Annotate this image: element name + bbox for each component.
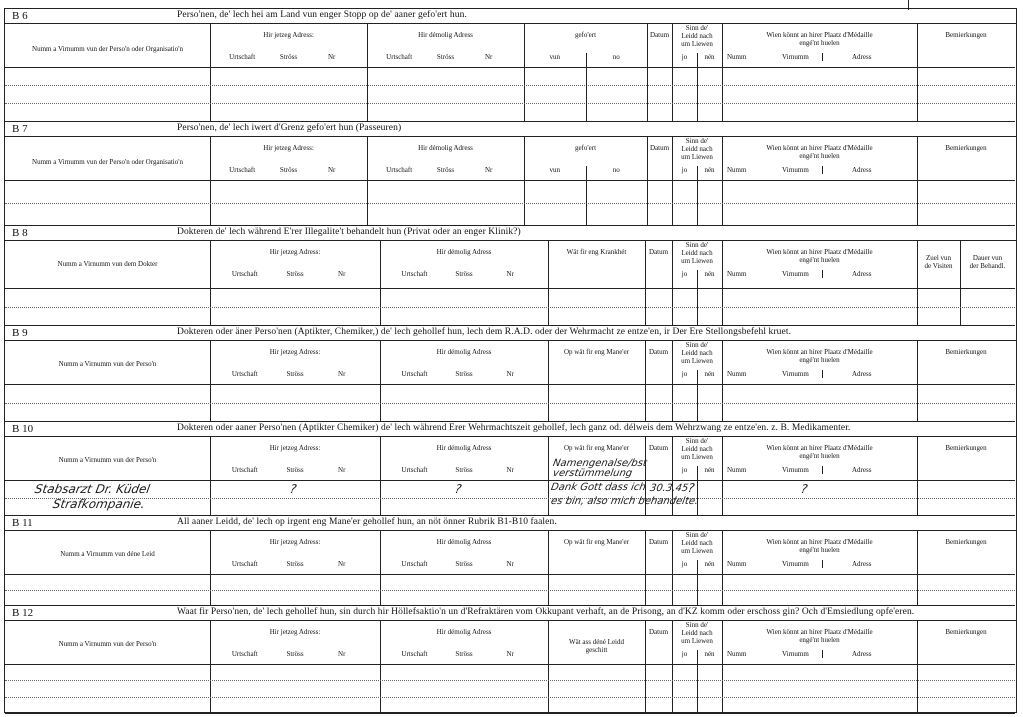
no-label: nén [704,650,715,658]
section-title: Dokteren oder aaner Perso'nen (Aptikter Chemiker) de' lech während Erer Wehrmachtszeit gehollef, lech ganz od. délweis dem Wehrzwang ze entze'en. z. B. Medikamenter. [177,423,851,433]
alive-label-3: um Liewen [681,547,713,555]
name-column-label: Numm a Virnumm vun déne Leid [60,550,155,558]
section-code: B 9 [12,327,28,339]
column-divider [586,53,587,121]
handwritten-date: 30.3.45 [649,483,690,494]
place-label: Urtschaft [386,166,413,174]
handwritten-name-line-2: Strafkompanie. [51,497,147,511]
alive-label-1: Sinn de' [685,241,709,249]
alive-label-3: um Liewen [681,257,713,265]
surname-label: Numm [727,560,747,568]
current-address-label: Hir jetzeg Adress: [269,444,321,452]
name-column-label: Numm a Virnumm vun der Perso'n [58,456,157,464]
former-address-label: Hir démolig Adress [436,538,492,546]
street-label: Ströss [286,270,304,278]
column-divider [822,370,823,378]
entry-area[interactable] [5,664,1015,713]
place-label: Urtschaft [401,270,428,278]
section-header [5,122,1016,137]
address-label: Adress [852,370,872,378]
section-code: B 12 [12,607,34,619]
address-label: Adress [852,270,872,278]
surname-label: Numm [727,650,747,658]
name-column-label: Numm a Virnumm vun dem Dokter [57,260,158,268]
surname-label: Numm [727,370,747,378]
place-label: Urtschaft [386,53,413,61]
firstname-label: Virnumm [782,650,809,658]
handwritten-name-line-1: Stabsarzt Dr. Küdel [33,482,152,496]
to-label: no [612,53,620,61]
section-header [5,606,1016,621]
column-divider [586,166,587,225]
alive-label-1: Sinn de' [685,24,709,32]
yes-label: jo [681,53,688,61]
address-label: Adress [852,650,872,658]
yes-label: jo [681,270,688,278]
manner-label: Op wät fir eng Mane'er [563,538,629,546]
duration-label-1: Dauer vun [972,254,1003,262]
alive-label-2: Leidd nach [681,32,713,40]
date-label: Datum [648,348,669,356]
street-label: Ströss [455,270,473,278]
yes-label: jo [681,370,688,378]
place-label: Urtschaft [401,370,428,378]
section-title: All aaner Leidd, de' lech op irgent eng Mane'er gehollef hun, an nöt önner Rubrik B1-B10 faalen. [177,517,557,527]
remarks-label: Bemierkungen [945,31,987,39]
surname-label: Numm [727,466,747,474]
street-label: Ströss [455,466,473,474]
section-title: Waat fir Perso'nen, de' lech gehollef hun, sin durch hir Höllefsaktio'n un d'Refraktären vom Okkupant verhaft, an de Prisong, an d'KZ komm oder erschoss gin? Och d'Emsiedlung opfe'eren. [177,607,915,617]
current-address-label: Hir jetzeg Adress: [269,248,321,256]
alive-label-3: um Liewen [681,153,713,161]
illness-label: Wät fir eng Krankhét [566,248,627,256]
handwritten-manner-2: verstümmelung [552,468,634,479]
column-divider [822,560,823,568]
what-happened-label-1: Wät ass déné Leidd [568,638,624,646]
form-page [4,8,1017,713]
alive-label-1: Sinn de' [685,621,709,629]
section-code: B 10 [12,423,34,435]
entry-area[interactable] [5,480,1015,515]
alive-label-3: um Liewen [681,453,713,461]
remarks-label: Bemierkungen [945,144,987,152]
alive-label-2: Leidd nach [681,539,713,547]
medal-label-2: engé'nt huelen [799,356,840,364]
medal-label-1: Wien könnt an hirer Plaatz d'Médaille [766,444,873,452]
place-label: Urtschaft [231,560,258,568]
street-label: Ströss [286,650,304,658]
section-b10 [5,422,1016,516]
surname-label: Numm [727,53,747,61]
number-label: Nr [506,270,514,278]
yes-label: jo [681,466,688,474]
section-title: Perso'nen, de' lech iwert d'Grenz gefo'ert hun (Passeuren) [177,123,402,133]
street-label: Ströss [279,166,298,174]
former-address-label: Hir démolig Adress [436,348,492,356]
alive-label-2: Leidd nach [681,445,713,453]
place-label: Urtschaft [229,53,256,61]
number-label: Nr [506,466,514,474]
medal-label-1: Wien könnt an hirer Plaatz d'Médaille [766,628,873,636]
no-label: nén [704,560,715,568]
no-label: nén [704,53,715,61]
address-label: Adress [852,466,872,474]
street-label: Ströss [436,166,455,174]
street-label: Ströss [455,650,473,658]
from-label: vun [549,53,560,61]
what-happened-label-2: geschitt [585,646,608,654]
number-label: Nr [506,370,514,378]
entry-area[interactable] [5,574,1015,605]
date-label: Datum [649,31,670,39]
column-divider [822,466,823,474]
name-column-label: Numm a Virnumm vun der Perso'n oder Organisatio'n [32,45,183,53]
yes-label: jo [681,560,688,568]
street-label: Ströss [455,560,473,568]
alive-label-3: um Liewen [681,40,713,48]
former-address-label: Hir démolig Adress [418,31,473,39]
firstname-label: Virnumm [782,166,809,174]
section-header [5,422,1016,437]
number-label: Nr [338,560,346,568]
transported-label: gefo'ert [574,144,597,152]
place-label: Urtschaft [229,166,256,174]
medal-label-1: Wien könnt an hirer Plaatz d'Médaille [766,348,873,356]
alive-label-1: Sinn de' [685,341,709,349]
former-address-label: Hir démolig Adress [418,144,473,152]
medal-label-2: engé'nt huelen [799,39,840,47]
current-address-label: Hir jetzeg Adress: [269,348,321,356]
column-divider [822,53,823,61]
from-label: vun [549,166,560,174]
no-label: nén [704,466,715,474]
entry-area[interactable] [5,67,1015,121]
name-column-label: Numm a Virnumm vun der Perso'n [58,640,157,648]
visits-label-1: Zuel vun [925,254,952,262]
section-b12 [5,606,1016,714]
place-label: Urtschaft [401,650,428,658]
alive-label-2: Leidd nach [681,145,713,153]
alive-label-1: Sinn de' [685,137,709,145]
current-address-label: Hir jetzeg Adress: [269,628,321,636]
place-label: Urtschaft [401,466,428,474]
street-label: Ströss [455,370,473,378]
number-label: Nr [484,53,493,61]
name-column-label: Numm a Virnumm vun der Perso'n [58,360,157,368]
street-label: Ströss [286,560,304,568]
firstname-label: Virnumm [782,270,809,278]
no-label: nén [704,166,715,174]
section-code: B 11 [12,517,33,529]
medal-label-1: Wien könnt an hirer Plaatz d'Médaille [766,248,873,256]
manner-label: Op wät fir eng Mane'er [563,348,629,356]
address-label: Adress [852,560,872,568]
medal-label-2: engé'nt huelen [799,256,840,264]
date-label: Datum [648,538,669,546]
no-label: nén [704,370,715,378]
number-label: Nr [327,166,336,174]
number-label: Nr [338,370,346,378]
alive-label-2: Leidd nach [681,249,713,257]
handwritten-question-2: ? [453,482,463,496]
alive-label-3: um Liewen [681,357,713,365]
section-b7 [5,122,1016,226]
street-label: Ströss [286,466,304,474]
address-label: Adress [852,166,872,174]
remarks-label: Bemierkungen [945,628,987,636]
number-label: Nr [338,650,346,658]
current-address-label: Hir jetzeg Adress: [269,538,321,546]
place-label: Urtschaft [401,560,428,568]
section-title: Dokteren oder äner Perso'nen (Aptikter, Chemiker,) de' lech gehollef hun, lech dem R.A.D. oder der Wehrmacht ze entze'en, ir Der Ere Stellongsbefehl kruet. [177,327,792,337]
number-label: Nr [338,270,346,278]
firstname-label: Virnumm [782,370,809,378]
street-label: Ströss [279,53,298,61]
firstname-label: Virnumm [782,560,809,568]
section-code: B 7 [12,123,28,135]
medal-label-2: engé'nt huelen [799,636,840,644]
section-title: Perso'nen, de' lech hei am Land vun enger Stopp op de' aaner gefo'ert hun. [177,10,467,20]
medal-label-1: Wien könnt an hirer Plaatz d'Médaille [766,538,873,546]
date-label: Datum [648,444,669,452]
handwritten-manner-3: Dank Gott dass ich [550,482,647,493]
alive-label-3: um Liewen [681,637,713,645]
remarks-label: Bemierkungen [945,538,987,546]
yes-label: jo [681,650,688,658]
place-label: Urtschaft [231,650,258,658]
section-b6 [5,9,1016,122]
name-column-label: Numm a Virnumm vun der Perso'n oder Organisatio'n [32,158,183,166]
handwritten-question-3: ? [686,481,696,495]
to-label: no [612,166,620,174]
number-label: Nr [484,166,493,174]
yes-label: jo [681,166,688,174]
column-divider [822,270,823,278]
alive-label-2: Leidd nach [681,629,713,637]
alive-label-2: Leidd nach [681,349,713,357]
manner-label: Op wät fir eng Mane'er [563,444,629,452]
remarks-label: Bemierkungen [945,444,987,452]
medal-label-2: engé'nt huelen [799,452,840,460]
medal-label-2: engé'nt huelen [799,546,840,554]
firstname-label: Virnumm [782,466,809,474]
current-address-label: Hir jetzeg Adress: [263,144,314,152]
entry-area[interactable] [5,180,1015,225]
street-label: Ströss [436,53,455,61]
section-header [5,326,1016,341]
section-code: B 6 [12,10,28,22]
handwritten-question-4: ? [799,482,809,496]
duration-label-2: der Behandl. [969,262,1006,270]
section-title: Dokteren de' lech während E'rer Illegalite't behandelt hun (Privat oder an enger Klinik?) [177,227,521,237]
section-b8 [5,226,1016,326]
number-label: Nr [506,650,514,658]
section-header [5,226,1016,241]
alive-label-1: Sinn de' [685,531,709,539]
entry-area[interactable] [5,384,1015,421]
entry-area[interactable] [5,288,1015,325]
former-address-label: Hir démolig Adress [436,628,492,636]
section-header [5,9,1016,24]
transported-label: gefo'ert [574,31,597,39]
place-label: Urtschaft [231,370,258,378]
handwritten-question-1: ? [288,482,298,496]
number-label: Nr [506,560,514,568]
place-label: Urtschaft [231,466,258,474]
surname-label: Numm [727,166,747,174]
visits-label-2: de Visiten [924,262,953,270]
place-label: Urtschaft [231,270,258,278]
section-b9 [5,326,1016,422]
former-address-label: Hir démolig Adress [436,444,492,452]
surname-label: Numm [727,270,747,278]
current-address-label: Hir jetzeg Adress: [263,31,314,39]
number-label: Nr [327,53,336,61]
date-label: Datum [648,628,669,636]
handwritten-manner-4: es bin, also mich behandelte. [550,496,700,507]
section-b11 [5,516,1016,606]
number-label: Nr [338,466,346,474]
street-label: Ströss [286,370,304,378]
address-label: Adress [852,53,872,61]
date-label: Datum [648,248,669,256]
date-label: Datum [649,144,670,152]
column-divider [822,650,823,658]
medal-label-1: Wien könnt an hirer Plaatz d'Médaille [766,31,873,39]
alive-label-1: Sinn de' [685,437,709,445]
firstname-label: Virnumm [782,53,809,61]
row-divider [5,713,1015,714]
column-divider [822,166,823,174]
medal-label-1: Wien könnt an hirer Plaatz d'Médaille [766,144,873,152]
handwritten-manner-1: Namengenalse/bst [552,458,648,469]
section-header [5,516,1016,531]
former-address-label: Hir démolig Adress [436,248,492,256]
no-label: nén [704,270,715,278]
medal-label-2: engé'nt huelen [799,152,840,160]
section-code: B 8 [12,227,28,239]
remarks-label: Bemierkungen [945,348,987,356]
